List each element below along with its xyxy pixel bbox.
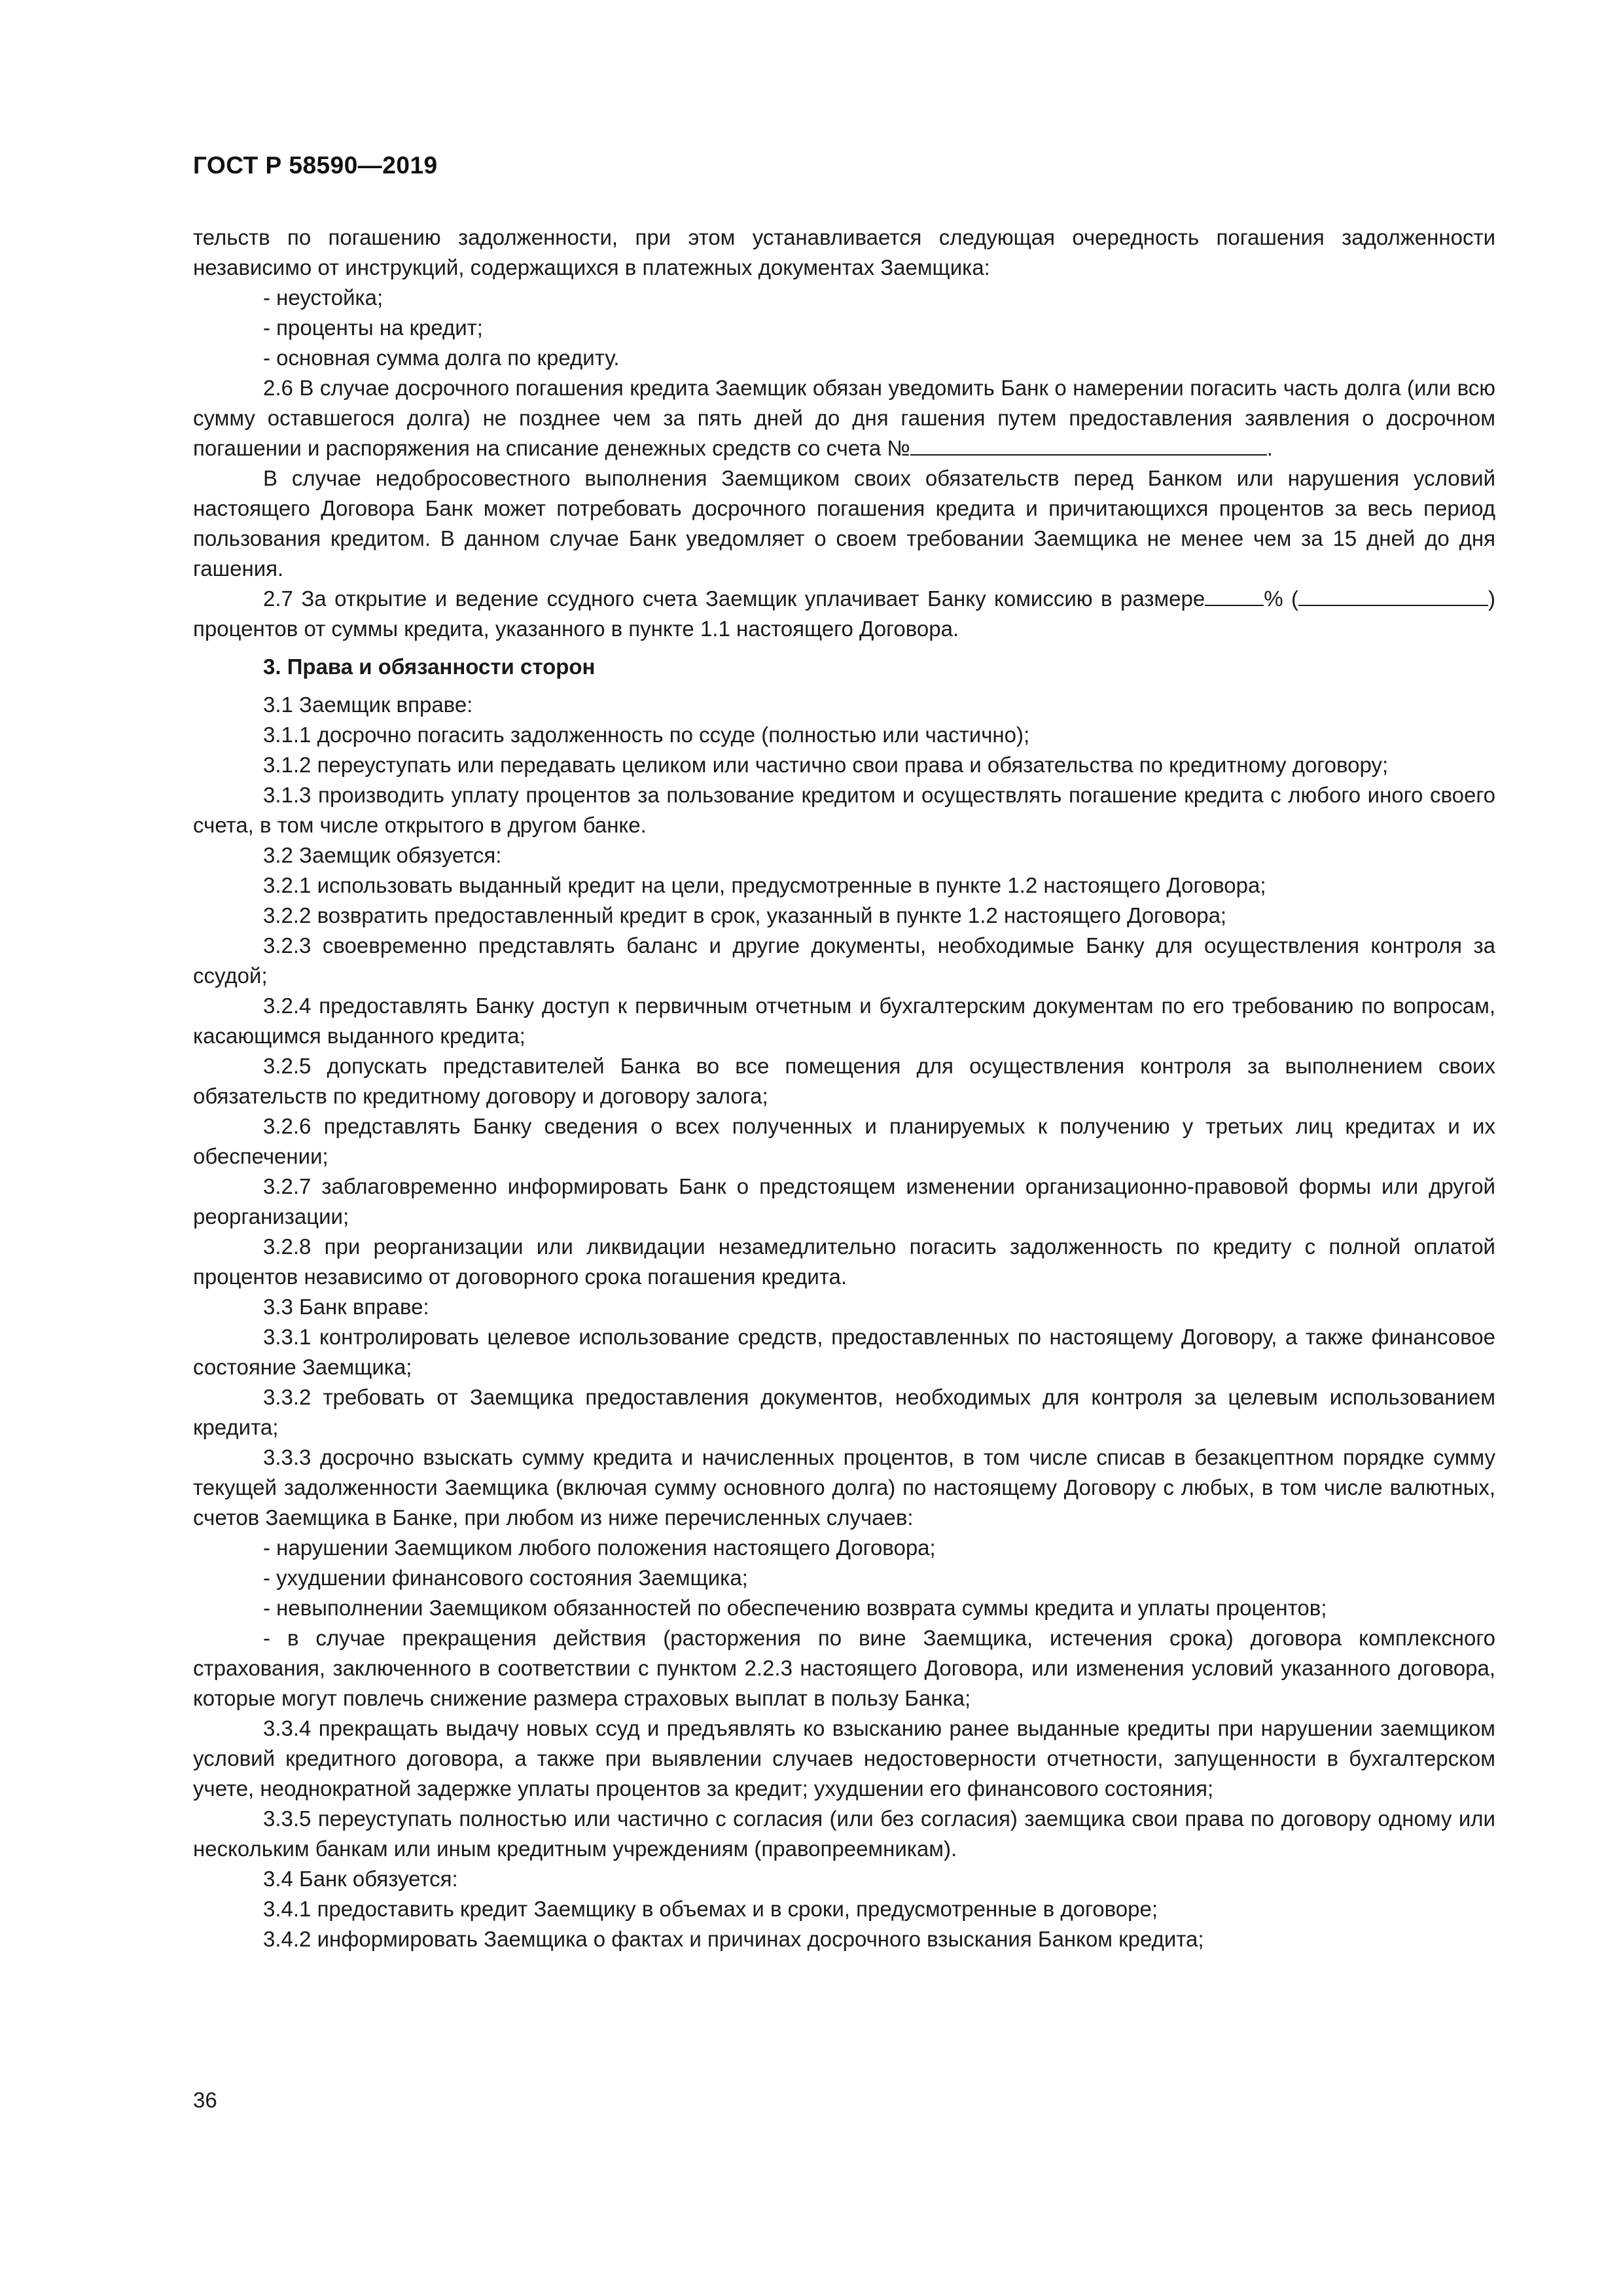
clause-2-7-text-a: 2.7 За открытие и ведение ссудного счета Заемщик уплачивает Банку комиссию в размере [263,586,1205,611]
list-item-breach: - нарушении Заемщиком любого положения настоящего Договора; [263,1535,936,1560]
list-item-principal: - основная сумма долга по кредиту. [263,346,620,370]
clause-2-7-percent: % [1264,586,1283,611]
clause-3-1-1: 3.1.1 досрочно погасить задолженность по ссуде (полностью или частично); [263,723,1030,747]
document-header-title: ГОСТ Р 58590—2019 [193,152,438,179]
list-item-nonfulfillment: - невыполнении Заемщиком обязанностей по обеспечению возврата суммы кредита и уплаты процентов; [263,1596,1327,1620]
clause-2-7-text-d: ) процентов от суммы кредита, указанного в пункте 1.1 настоящего Договора. [193,586,1495,641]
clause-3-2-7: 3.2.7 заблаговременно информировать Банк о предстоящем изменении организационно-правовой формы или другой реорганизации; [193,1174,1495,1229]
clause-3-2-5: 3.2.5 допускать представителей Банка во все помещения для осуществления контроля за выполнением своих обязательств по кредитному договору и договору залога; [193,1054,1495,1108]
clause-2-7-paren-open: ( [1291,586,1298,611]
clause-3-2-6: 3.2.6 представлять Банку сведения о всех полученных и планируемых к получению у третьих лиц кредитах и их обеспечении; [193,1114,1495,1168]
list-item-interest: - проценты на кредит; [263,315,483,340]
clause-3-3-1: 3.3.1 контролировать целевое использование средств, предоставленных по настоящему Договору, а также финансовое состояние Заемщика; [193,1325,1495,1379]
paragraph-continuation: тельств по погашению задолженности, при этом устанавливается следующая очередность погашения задолженности независимо от инструкций, содержащихся в платежных документах Заемщика: [193,225,1495,279]
section-3-heading: 3. Права и обязанности сторон [263,655,596,679]
list-item-financial-decline: - ухудшении финансового состояния Заемщика; [263,1566,748,1590]
list-item-penalty: - неустойка; [263,285,383,310]
clause-2-7 [193,584,1495,644]
clause-2-6-text: 2.6 В случае досрочного погашения кредита Заемщик обязан уведомить Банк о намерении погасить часть долга (или всю сумму оставшегося долга) не позднее чем за пять дней до дня гашения путем предоставления заявления о досрочном погашении и распоряжения на списание денежных средств со счета № [193,376,1495,460]
clause-2-6-b: В случае недобросовестного выполнения Заемщиком своих обязательств перед Банком или нарушения условий настоящего Договора Банк может потребовать досрочного погашения кредита и причитающихся процентов за весь период пользования кредитом. В данном случае Банк уведомляет о своем требовании Заемщика не менее чем за 15 дней до дня гашения. [193,466,1495,581]
page-number: 36 [193,2088,217,2112]
clause-3-3-4: 3.3.4 прекращать выдачу новых ссуд и предъявлять ко взысканию ранее выданные кредиты при нарушении заемщиком условий кредитного договора, а также при выявлении случаев недостоверности отчетности, запущенности в бухгалтерском учете, неоднократной задержке уплаты процентов за кредит; ухудшении его финансового состояния; [193,1716,1495,1801]
clause-3-3-2: 3.3.2 требовать от Заемщика предоставления документов, необходимых для контроля за целевым использованием кредита; [193,1385,1495,1439]
clause-3-2-3: 3.2.3 своевременно представлять баланс и другие документы, необходимые Банку для осуществления контроля за ссудой; [193,933,1495,988]
clause-3-3: 3.3 Банк вправе: [263,1295,429,1319]
clause-3-3-3: 3.3.3 досрочно взыскать сумму кредита и начисленных процентов, в том числе списав в безакцептном порядке сумму текущей задолженности Заемщика (включая сумму основного долга) по настоящему Договору с любых, в том числе валютных, счетов Заемщика в Банке, при любом из ниже перечисленных случаев: [193,1445,1495,1530]
clause-2-6 [193,373,1495,463]
clause-3-4: 3.4 Банк обязуется: [263,1867,458,1891]
commission-words-blank [1298,585,1488,606]
clause-3-2-8: 3.2.8 при реорганизации или ликвидации незамедлительно погасить задолженность по кредиту с полной оплатой процентов независимо от договорного срока погашения кредита. [193,1234,1495,1289]
clause-3-3-5: 3.3.5 переуступать полностью или частично с согласия (или без согласия) заемщика свои права по договору одному или нескольким банкам или иным кредитным учреждениям (правопреемникам). [193,1806,1495,1861]
clause-3-2-1: 3.2.1 использовать выданный кредит на цели, предусмотренные в пункте 1.2 настоящего Договора; [263,873,1266,897]
clause-3-1-2: 3.1.2 переуступать или передавать целиком или частично свои права и обязательства по кредитному договору; [263,753,1389,777]
clause-3-1-3: 3.1.3 производить уплату процентов за пользование кредитом и осуществлять погашение кредита с любого иного своего счета, в том числе открытого в другом банке. [193,783,1495,837]
clause-3-2: 3.2 Заемщик обязуется: [263,843,502,867]
clause-2-6-end: . [1266,436,1273,460]
clause-3-2-2: 3.2.2 возвратить предоставленный кредит в срок, указанный в пункте 1.2 настоящего Договора; [263,903,1227,927]
clause-3-2-4: 3.2.4 предоставлять Банку доступ к первичным отчетным и бухгалтерским документам по его требованию по вопросам, касающимся выданного кредита; [193,994,1495,1048]
commission-percent-blank [1205,585,1264,606]
clause-3-1: 3.1 Заемщик вправе: [263,692,473,717]
document-body [193,223,1495,1954]
list-item-insurance-termination: - в случае прекращения действия (расторжения по вине Заемщика, истечения срока) договора комплексного страхования, заключенного в соответствии с пунктом 2.2.3 настоящего Договора, или изменения условий указанного договора, которые могут повлечь снижение размера страховых выплат в пользу Банка; [193,1626,1495,1710]
clause-3-4-1: 3.4.1 предоставить кредит Заемщику в объемах и в сроки, предусмотренные в договоре; [263,1897,1158,1921]
clause-3-4-2: 3.4.2 информировать Заемщика о фактах и причинах досрочного взыскания Банком кредита; [263,1927,1204,1951]
account-number-blank [910,435,1267,456]
